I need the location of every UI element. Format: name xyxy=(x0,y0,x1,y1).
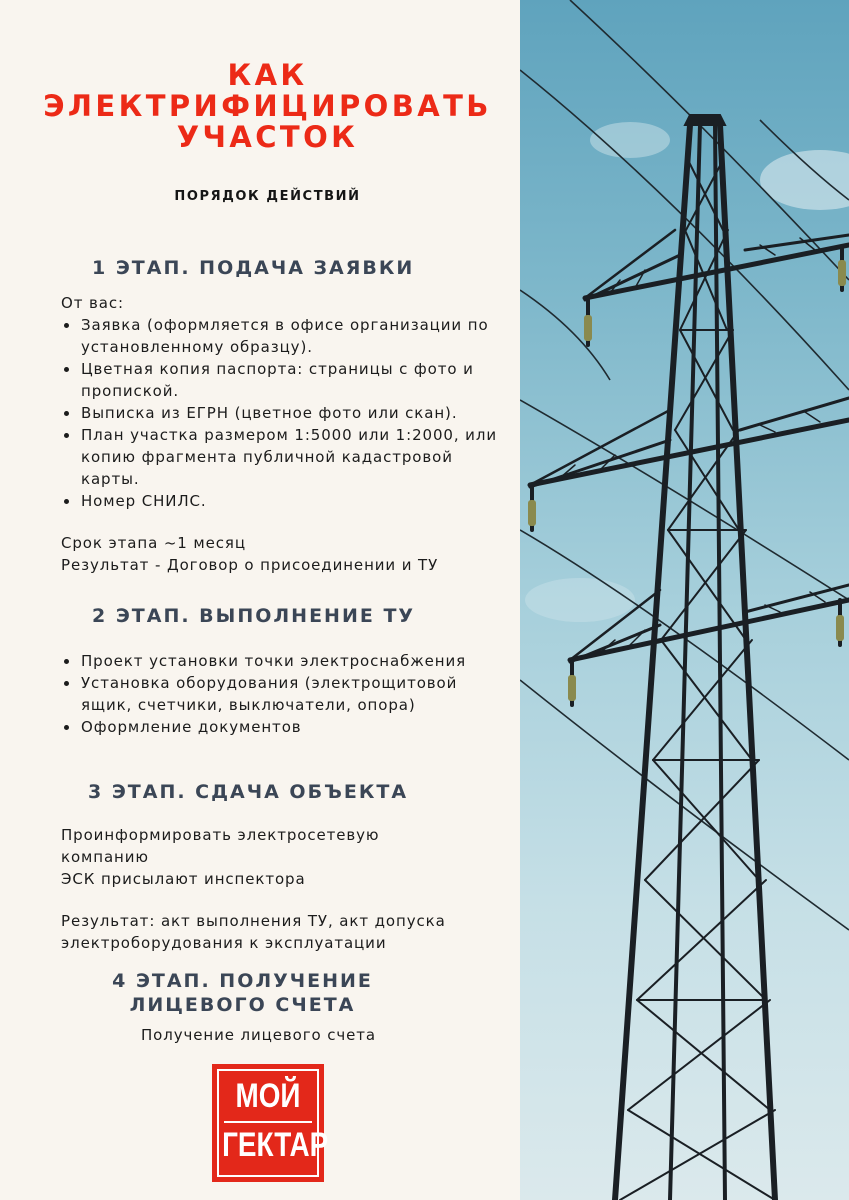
title-line: КАК xyxy=(227,58,308,92)
stage-3-line: ЭСК присылают инспектора xyxy=(61,870,306,888)
stage-3-text xyxy=(61,824,421,890)
stage-2-heading: 2 ЭТАП. ВЫПОЛНЕНИЕ ТУ xyxy=(92,605,416,627)
list-item: Номер СНИЛС. xyxy=(61,490,501,512)
page-title xyxy=(0,60,535,153)
list-item: Установка оборудования (электрощитовой ящик, счетчики, выключатели, опора) xyxy=(61,672,501,716)
stage-3-line: Проинформировать электросетевую компанию xyxy=(61,826,380,866)
stage-1-result: Результат - Договор о присоединении и ТУ xyxy=(61,556,439,574)
stage-2-list xyxy=(61,650,501,738)
stage-3-result: Результат: акт выполнения ТУ, акт допуска электроборудования к эксплуатации xyxy=(61,912,446,952)
list-item: Проект установки точки электроснабжения xyxy=(61,650,501,672)
list-item: Выписка из ЕГРН (цветное фото или скан). xyxy=(61,402,501,424)
stage-4-heading-line: ЛИЦЕВОГО СЧЕТА xyxy=(129,994,356,1016)
stage-1-heading: 1 ЭТАП. ПОДАЧА ЗАЯВКИ xyxy=(92,257,415,279)
list-item: Цветная копия паспорта: страницы с фото и пропиской. xyxy=(61,358,501,402)
brand-logo xyxy=(212,1064,329,1182)
stage-1-intro: От вас: xyxy=(61,294,124,312)
list-item: План участка размером 1:5000 или 1:2000, или копию фрагмента публичной кадастровой карты. xyxy=(61,424,501,490)
stage-4-text: Получение лицевого счета xyxy=(140,1026,377,1044)
stage-4-heading-line: 4 ЭТАП. ПОЛУЧЕНИЕ xyxy=(112,970,373,992)
power-tower-photo xyxy=(520,0,849,1200)
stage-4-heading xyxy=(0,969,485,1017)
logo-line-1: МОЙ xyxy=(235,1077,301,1115)
title-line: УЧАСТОК xyxy=(176,120,359,154)
stage-3-heading: 3 ЭТАП. СДАЧА ОБЪЕКТА xyxy=(88,781,409,803)
logo-line-2: ГЕКТАР xyxy=(222,1126,329,1164)
title-line: ЭЛЕКТРИФИЦИРОВАТЬ xyxy=(43,89,492,123)
list-item: Заявка (оформляется в офисе организации по установленному образцу). xyxy=(61,314,501,358)
logo-divider xyxy=(224,1121,312,1123)
stage-1-term: Срок этапа ~1 месяц xyxy=(61,534,246,552)
list-item: Оформление документов xyxy=(61,716,501,738)
page-subtitle: ПОРЯДОК ДЕЙСТВИЙ xyxy=(174,189,361,204)
stage-1-summary xyxy=(61,532,438,576)
stage-1-list xyxy=(61,314,501,512)
power-line-tower-icon xyxy=(520,0,849,1200)
